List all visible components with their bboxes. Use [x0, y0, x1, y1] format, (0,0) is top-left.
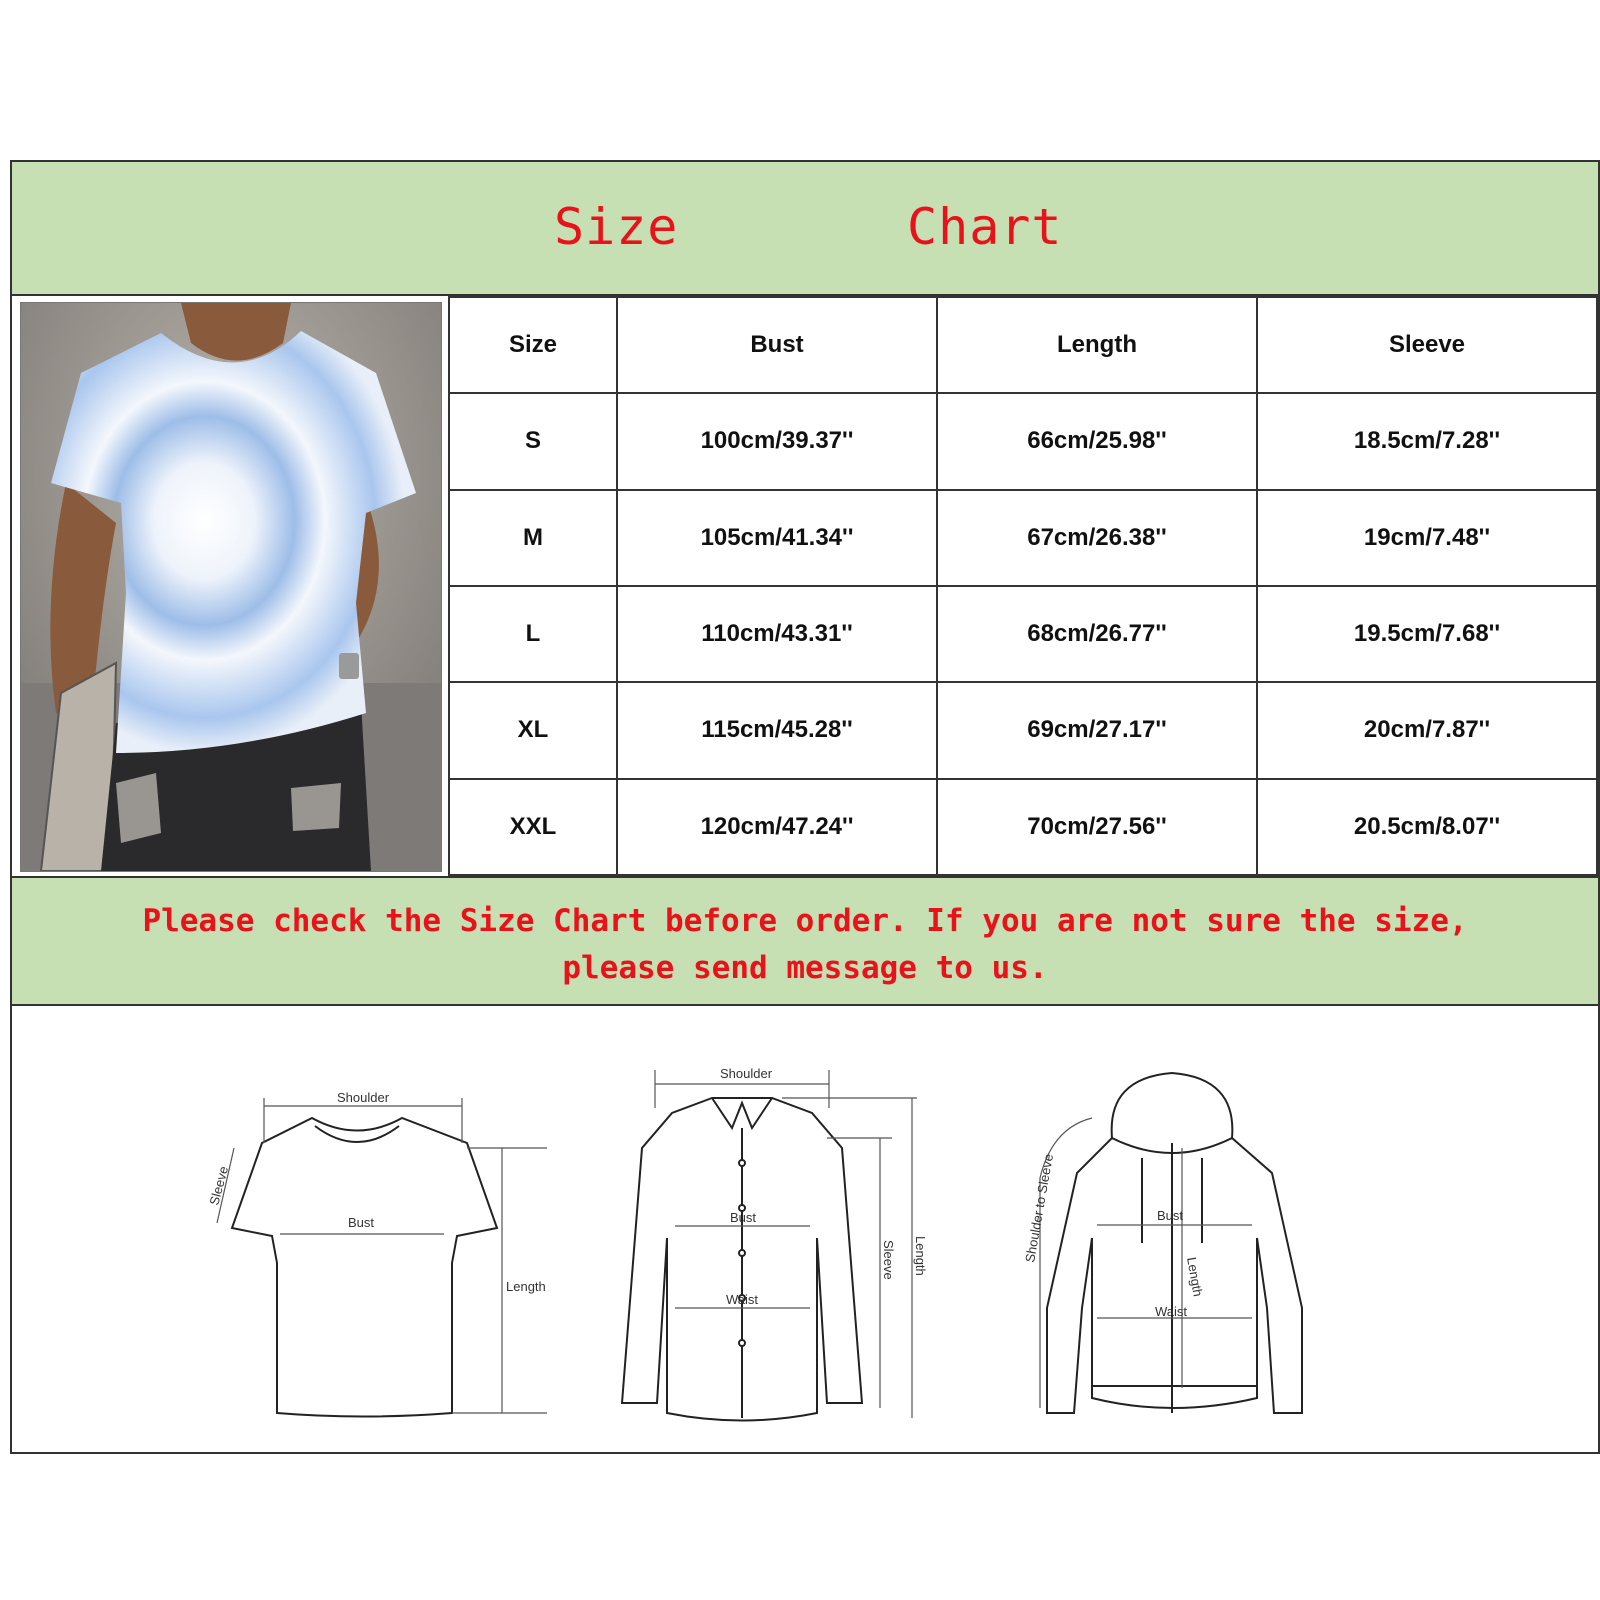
shirt-sleeve-label: Sleeve — [881, 1240, 896, 1280]
hoodie-length-label: Length — [1184, 1255, 1206, 1298]
shirt-length-label: Length — [913, 1236, 928, 1276]
bust-cell: 105cm/41.34'' — [617, 490, 937, 586]
length-cell: 66cm/25.98'' — [937, 393, 1257, 489]
length-cell: 69cm/27.17'' — [937, 682, 1257, 778]
sleeve-cell: 20.5cm/8.07'' — [1257, 779, 1597, 875]
column-header-length: Length — [937, 297, 1257, 393]
table-row — [449, 682, 1597, 778]
tshirt-diagram — [217, 1098, 547, 1417]
table-header-row — [449, 297, 1597, 393]
sleeve-cell: 19cm/7.48'' — [1257, 490, 1597, 586]
tshirt-length-label: Length — [506, 1279, 546, 1294]
notice-line-1: Please check the Size Chart before order. If you are not sure the size, — [142, 903, 1468, 939]
title-word-size: Size — [554, 198, 679, 256]
length-cell: 68cm/26.77'' — [937, 586, 1257, 682]
length-cell: 70cm/27.56'' — [937, 779, 1257, 875]
table-row — [449, 586, 1597, 682]
tshirt-sleeve-label: Sleeve — [206, 1164, 232, 1207]
sleeve-cell: 18.5cm/7.28'' — [1257, 393, 1597, 489]
title-band — [12, 162, 1598, 296]
tshirt-bust-label: Bust — [348, 1215, 375, 1230]
bust-cell: 115cm/45.28'' — [617, 682, 937, 778]
hoodie-shoulder-to-sleeve-label: Shoulder to Sleeve — [1022, 1152, 1057, 1264]
shirt-diagram — [622, 1070, 917, 1421]
size-cell: XXL — [449, 779, 617, 875]
tshirt-shoulder-label: Shoulder — [337, 1090, 390, 1105]
hoodie-diagram — [1040, 1073, 1302, 1413]
hoodie-bust-label: Bust — [1157, 1208, 1184, 1223]
bust-cell: 110cm/43.31'' — [617, 586, 937, 682]
table-row — [449, 490, 1597, 586]
shirt-waist-label: Waist — [726, 1292, 759, 1307]
bust-cell: 100cm/39.37'' — [617, 393, 937, 489]
measurement-diagrams — [12, 1008, 1598, 1452]
size-chart-sheet — [10, 160, 1600, 1454]
shirt-bust-label: Bust — [730, 1210, 757, 1225]
size-cell: M — [449, 490, 617, 586]
size-cell: S — [449, 393, 617, 489]
model-photo-illustration — [21, 303, 441, 871]
notice-band — [12, 876, 1598, 1006]
model-photo — [20, 302, 442, 872]
bust-cell: 120cm/47.24'' — [617, 779, 937, 875]
title-word-chart: Chart — [907, 198, 1063, 256]
hoodie-waist-label: Waist — [1155, 1304, 1188, 1319]
column-header-sleeve: Sleeve — [1257, 297, 1597, 393]
size-table — [448, 296, 1598, 876]
notice-line-2: please send message to us. — [562, 950, 1048, 986]
sleeve-cell: 19.5cm/7.68'' — [1257, 586, 1597, 682]
table-row — [449, 393, 1597, 489]
table-row — [449, 779, 1597, 875]
column-header-bust: Bust — [617, 297, 937, 393]
size-cell: L — [449, 586, 617, 682]
column-header-size: Size — [449, 297, 617, 393]
shirt-shoulder-label: Shoulder — [720, 1066, 773, 1081]
sleeve-cell: 20cm/7.87'' — [1257, 682, 1597, 778]
size-cell: XL — [449, 682, 617, 778]
length-cell: 67cm/26.38'' — [937, 490, 1257, 586]
